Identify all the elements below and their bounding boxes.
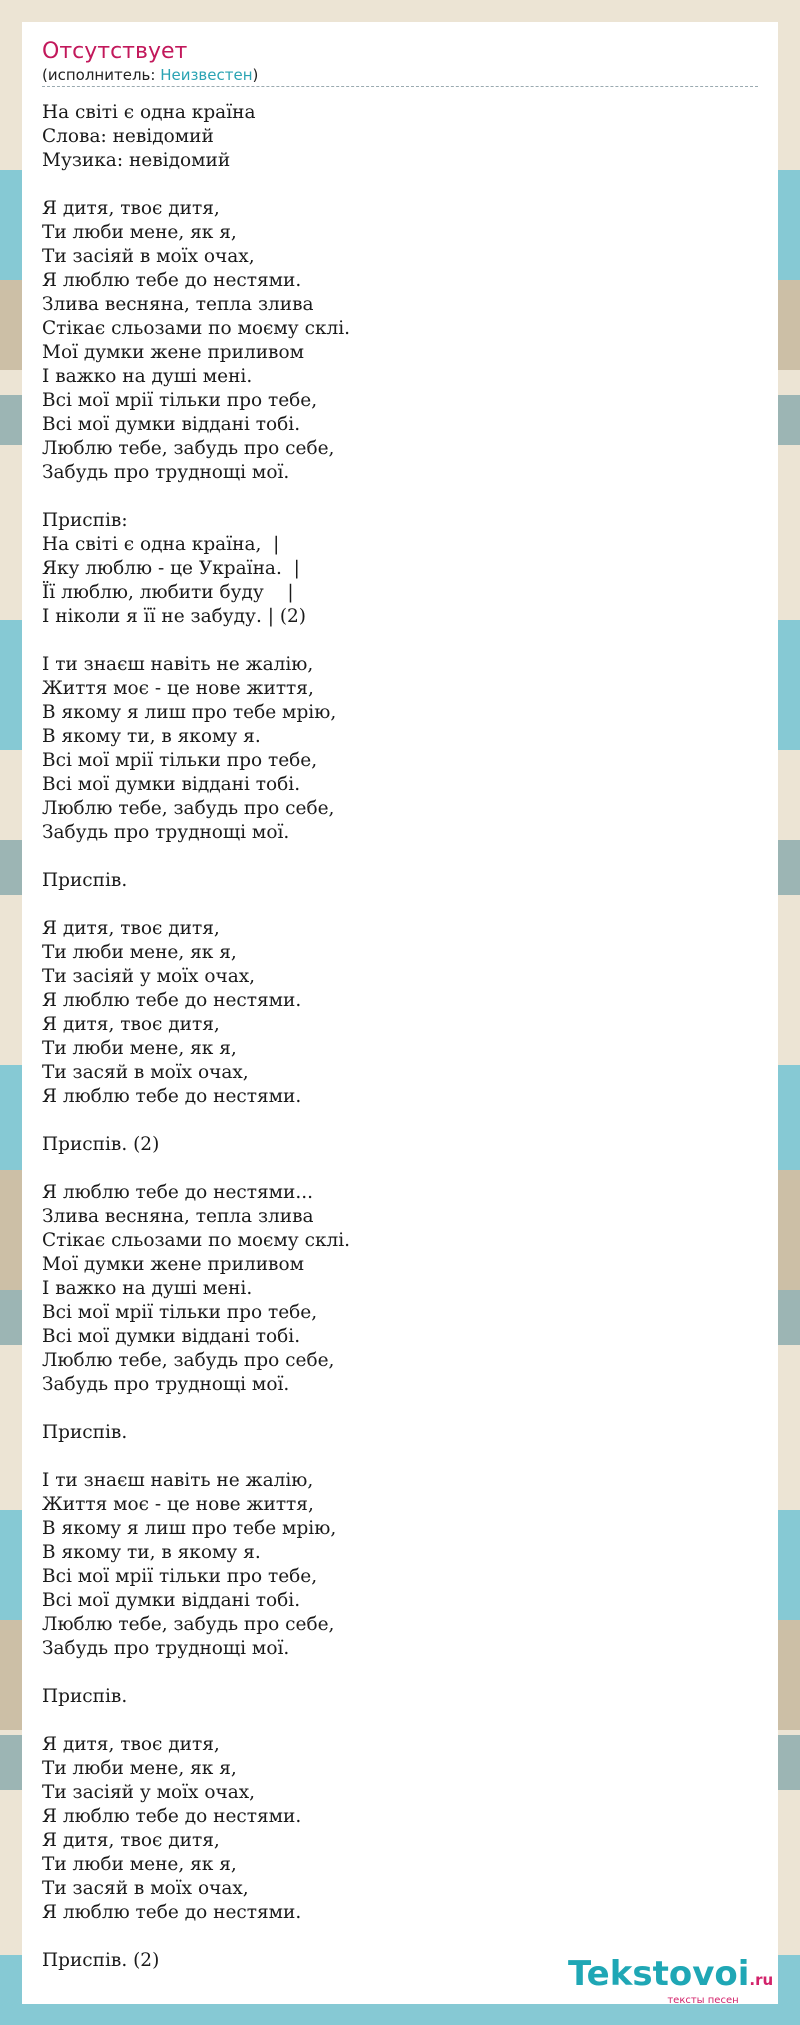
lyrics-line: Мої думки жене приливом (42, 342, 304, 363)
lyrics-line: Забудь про труднощі мої. (42, 822, 290, 843)
lyrics-card (22, 22, 778, 2004)
artist-line (42, 66, 758, 87)
lyrics-line: Я люблю тебе до нестями... (42, 1182, 314, 1203)
lyrics-line: В якому я лиш про тебе мрію, (42, 702, 337, 723)
lyrics-blank-line (42, 845, 758, 869)
lyrics-blank-line (42, 893, 758, 917)
lyrics-line: Життя моє - це нове життя, (42, 1494, 314, 1515)
lyrics-line: Я люблю тебе до нестями. (42, 1086, 302, 1107)
lyrics-blank-line (42, 485, 758, 509)
lyrics-line: Ти люби мене, як я, (42, 1038, 237, 1059)
lyrics-line: І важко на душі мені. (42, 1278, 253, 1299)
lyrics-line: Ти засіяй у моїх очах, (42, 1782, 256, 1803)
lyrics-line: Злива весняна, тепла злива (42, 1206, 314, 1227)
lyrics-line: Я дитя, твоє дитя, (42, 1014, 220, 1035)
lyrics-blank-line (42, 1925, 758, 1949)
site-logo[interactable] (568, 1954, 774, 2006)
lyrics-line: Всі мої мрії тільки про тебе, (42, 1302, 318, 1323)
lyrics-line: Ти люби мене, як я, (42, 1854, 237, 1875)
lyrics-blank-line (42, 173, 758, 197)
artist-prefix: (исполнитель: (42, 66, 161, 84)
lyrics-line: Приспів. (2) (42, 1950, 160, 1971)
lyrics-line: Злива весняна, тепла злива (42, 294, 314, 315)
logo-domain: .ru (749, 1971, 774, 1989)
lyrics-line: Яку люблю - це Україна. | (42, 558, 300, 579)
lyrics-line: В якому ти, в якому я. (42, 1542, 261, 1563)
lyrics-line: І ти знаєш навіть не жалію, (42, 654, 314, 675)
lyrics-text (42, 101, 758, 1973)
song-header (42, 38, 758, 87)
lyrics-line: Ти люби мене, як я, (42, 942, 237, 963)
artist-link[interactable]: Неизвестен (160, 66, 253, 84)
lyrics-line: Я дитя, твоє дитя, (42, 1830, 220, 1851)
lyrics-line: Музика: невідомий (42, 150, 231, 171)
lyrics-line: Ти люби мене, як я, (42, 1758, 237, 1779)
lyrics-line: Стікає сльозами по моєму склі. (42, 1230, 351, 1251)
lyrics-line: Ти люби мене, як я, (42, 222, 237, 243)
lyrics-line: Забудь про труднощі мої. (42, 462, 290, 483)
lyrics-line: Забудь про труднощі мої. (42, 1638, 290, 1659)
lyrics-line: Приспів: (42, 510, 128, 531)
lyrics-line: Люблю тебе, забудь про себе, (42, 1614, 335, 1635)
lyrics-line: І важко на душі мені. (42, 366, 253, 387)
lyrics-line: Забудь про труднощі мої. (42, 1374, 290, 1395)
logo-tagline: тексты песен (667, 1995, 739, 2006)
lyrics-line: Всі мої мрії тільки про тебе, (42, 1566, 318, 1587)
lyrics-blank-line (42, 1157, 758, 1181)
lyrics-line: Всі мої думки віддані тобі. (42, 1590, 301, 1611)
lyrics-line: Життя моє - це нове життя, (42, 678, 314, 699)
lyrics-blank-line (42, 1445, 758, 1469)
song-title: Отсутствует (42, 39, 188, 64)
artist-suffix: ) (252, 66, 259, 84)
lyrics-line: Я дитя, твоє дитя, (42, 918, 220, 939)
lyrics-line: Всі мої мрії тільки про тебе, (42, 390, 318, 411)
lyrics-line: На світі є одна країна (42, 102, 256, 123)
logo-wordmark (568, 1954, 774, 1997)
lyrics-line: Всі мої думки віддані тобі. (42, 774, 301, 795)
lyrics-line: В якому ти, в якому я. (42, 726, 261, 747)
lyrics-blank-line (42, 1397, 758, 1421)
lyrics-line: В якому я лиш про тебе мрію, (42, 1518, 337, 1539)
lyrics-line: Приспів. (42, 1686, 128, 1707)
logo-word: Tekstovoi (568, 1954, 750, 1994)
lyrics-blank-line (42, 1709, 758, 1733)
lyrics-line: Ти засяй в моїх очах, (42, 1878, 249, 1899)
lyrics-line: Ти засяй в моїх очах, (42, 1062, 249, 1083)
lyrics-blank-line (42, 629, 758, 653)
lyrics-line: Ти засіяй у моїх очах, (42, 966, 256, 987)
lyrics-blank-line (42, 1109, 758, 1133)
lyrics-line: Всі мої думки віддані тобі. (42, 414, 301, 435)
lyrics-line: Всі мої мрії тільки про тебе, (42, 750, 318, 771)
lyrics-line: Приспів. (42, 1422, 128, 1443)
lyrics-line: Всі мої думки віддані тобі. (42, 1326, 301, 1347)
lyrics-line: Я дитя, твоє дитя, (42, 198, 220, 219)
lyrics-line: Мої думки жене приливом (42, 1254, 304, 1275)
lyrics-line: Приспів. (2) (42, 1134, 160, 1155)
lyrics-line: І ніколи я її не забуду. | (2) (42, 606, 307, 627)
lyrics-line: І ти знаєш навіть не жалію, (42, 1470, 314, 1491)
lyrics-line: Її люблю, любити буду | (42, 582, 294, 603)
lyrics-line: Люблю тебе, забудь про себе, (42, 798, 335, 819)
lyrics-line: Люблю тебе, забудь про себе, (42, 438, 335, 459)
lyrics-line: Люблю тебе, забудь про себе, (42, 1350, 335, 1371)
lyrics-line: Я люблю тебе до нестями. (42, 270, 302, 291)
lyrics-line: Ти засіяй в моїх очах, (42, 246, 255, 267)
lyrics-line: Я люблю тебе до нестями. (42, 1902, 302, 1923)
lyrics-line: Стікає сльозами по моєму склі. (42, 318, 351, 339)
lyrics-blank-line (42, 1661, 758, 1685)
lyrics-line: Я люблю тебе до нестями. (42, 990, 302, 1011)
lyrics-line: Приспів. (42, 870, 128, 891)
lyrics-line: Слова: невідомий (42, 126, 214, 147)
lyrics-line: На світі є одна країна, | (42, 534, 280, 555)
lyrics-line: Я дитя, твоє дитя, (42, 1734, 220, 1755)
lyrics-line: Я люблю тебе до нестями. (42, 1806, 302, 1827)
